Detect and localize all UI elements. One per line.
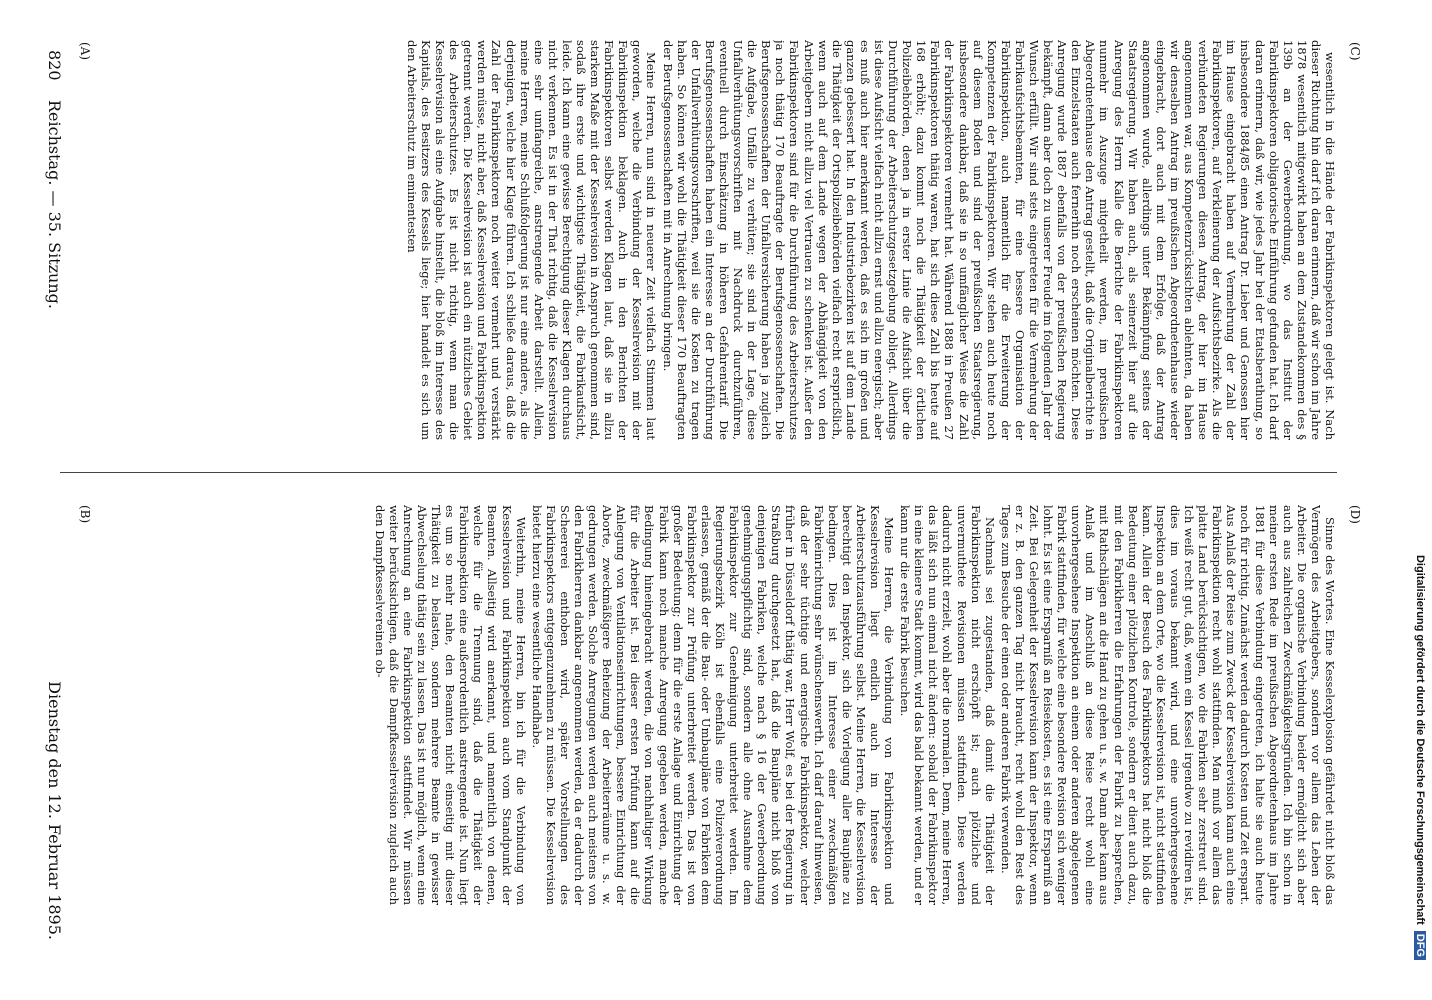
digitization-note [1408,40,1426,960]
paragraph: wesentlich in die Hände der Fabrikinspektoren gelegt ist. Nach dieser Richtung hin darf ich daran erinnern, daß wir schon im Jahre 1878 wesentlich mitgewirkt haben an dem Zustandekommen des § 139b an der Gewerbeordnung, wo das Institut der Fabrikinspektoren obligatorische Einführung gefunden hat. Ich darf daran erinnern, daß wir, wie jedes Jahr bei der Etatsberathung, so insbesondere 1884/85 einen Antrag Dr. Lieber und Genossen hier im Hause eingebracht haben auf Vermehrung der Zahl der Fabrikinspektoren, auf Verkleinerung der Aufsichtsbezirke. Als die verbündeten Regierungen diesen Antrag, der hier im Hause angenommen war, aus Kompetenzrücksichten ablehnten, da haben wir denselben Antrag im preußischen Abgeordnetenhause wieder eingebracht, dort auch mit dem Erfolge, daß der Antrag angenommen wurde, allerdings unter Bekämpfung seitens der Staatsregierung. Wir haben auch, als seinerzeit hier auf die Anregung des Herrn Kalle die Berichte der Fabrikinspektoren nunmehr im Auszuge mitgetheilt werden, im preußischen Abgeordnetenhause den Antrag gestellt, daß die Originalberichte in den Einzelstaaten auch fernerhin noch erscheinen möchten. Diese Anregung wurde 1887 ebenfalls von der preußischen Regierung bekämpft, dann aber doch zu unserer Freude im folgenden Jahr der Wunsch erfüllt. Wir sind stets eingetreten für die Vermehrung der Fabrikaufsichtsbeamten, für eine bessere Organisation der Fabrikinspektion, auch namentlich für die Erweiterung der Kompetenzen der Fabrikinspektoren. Wir stehen auch heute noch auf diesem Boden und sind der preußischen Staatsregierung, insbesondere dankbar, daß sie in so umfänglicher Weise die Zahl der Fabrikinspektoren vermehrt hat. Während 1888 in Preußen 27 Fabrikinspektoren thätig waren, hat sich diese Zahl bis heute auf 168 erhöht; dazu kommt noch die Thätigkeit der örtlichen Polizeibehörden, denen ja in erster Linie die Aufsicht über die Durchführung der Arbeiterschutzgesetzgebung obliegt. Allerdings ist diese Aufsicht vielfach nicht allzu ernst und allzu energisch; aber es muß auch hier anerkannt werden, daß es sich im großen und ganzen gebessert hat. In den Industriebezirken ist auf dem Lande die Thätigkeit der Ortspolizeibehörden vielfach recht erspricßlich, wenn auch auf dem Lande wegen der Abhängigkeit von den Arbeitgebern nicht allzu viel Vertrauen zu schenken ist. Außer den Fabrikinspektoren sind für die Durchführung des Arbeiterschutzes ja noch thätig 170 Beauftragte der Berufsgenossenschaften. Die Berufsgenossenschaften der Unfallversicherung haben ja zugleich die Aufgabe, Unfälle zu verhüten; sie sind in der Lage, diese Unfallverhütungsvorschriften mit Nachdruck durchzuführen, eventuell durch Einschätzung in höheren Gefahrentarif. Die Berufsgenossenschaften haben ein Interesse an der Durchführung der Unfallverhütungsvorschriften, weil sie die Kosten zu tragen haben. So können wir wohl die Thätigkeit dieser 170 Beauftragten der Berufsgenossenschaften mit in Anrechnung bringen. [660,40,1337,440]
paragraph: Meine Herren, die Verbindung von Fabrikinspektion und Kesselrevision liegt endlich auch im Interesse der Arbeiterschutzausführung selbst. Meine Herren, die Kesselrevision berechtigt den Inspektor, sich die Vorlegung aller Baupläne zu bedingen. Dies ist im Interesse einer zweckmäßigen Fabrikeinrichtung sehr wünschenswerth. Ich darf darauf hinweisen, daß der sehr tüchtige und energische Fabrikinspektor, welcher früher in Düsseldorf thätig war, Herr Wolf, es bei der Regierung in Straßburg durchgesetzt hat, daß die Baupläne nicht bloß von denjenigen Fabriken, welche nach § 16 der Gewerbeordnung genehmigungspflichtig sind, sondern alle ohne Ausnahme dem Fabrikinspektor zur Genehmigung unterbreitet werden. Im Regierungsbezirk Köln ist ebenfalls eine Polizeiverordnung erlassen, gemäß der die Bau- oder Umbaupläne von Fabriken dem Fabrikinspektor zur Prüfung unterbreitet werden. Das ist von großer Bedeutung; denn für die erste Anlage und Einrichtung der Fabrik kann noch manche Anregung gegeben werden, manche Bedingung hineingebracht werden, die von nachhaltiger Wirkung für die Arbeiter ist. Bei dieser ersten Prüfung kann auf die Anlegung von Ventilationseinrichtungen, bessere Einrichtung der Aborte, zweckmäßigere Beheizung der Arbeiterräume u. s. w. gedrungen werden. Solche Anregungen werden auch meistens von den Fabrikherren dankbar angenommen werden, da er dadurch der Scheererei enthoben wird, später Vorstellungen des Fabrikinspektors entgegenzunehmen zu müssen. Die Kesselrevision bietet hierzu eine wesentliche Handhabe. [529,505,897,905]
marker-d: (D) [1348,505,1362,524]
paragraph: Sinne des Wortes. Eine Kesselexplosion gefährdet nicht bloß das Vermögen des Arbeitgebers, sondern vor allem das Leben der Arbeiter. Die organische Verbindung beider ermöglicht sich aber auch aus zahlreichen Zweckmäßigkeitsgründen. Ich bin schon in meiner ersten Rede im preußischen Abgeordnetenhaus im Jahre 1881 für diese Verbindung eingetreten, ich halte sie auch heute noch für richtig. Zunächst werden dadurch Kosten und Zeit erspart. Aus Anlaß der Reise zum Zweck der Kesselrevision kann auch eine Fabrikinspektion recht wohl stattfinden. Man muß vor allem das platte Land berücksichtigen, wo die Fabriken sehr zerstreut sind. Ich weiß recht gut, daß, wenn ein Kessel irgendwo zu revidiren ist, dies im voraus bekannt wird, und eine unvorhergesehene Inspektion an dem Orte, wo die Kesselrevision ist, nicht stattfinden kann. Allein der Besuch des Fabrikinspektors hat nicht bloß die Bedeutung einer plötzlichen Kontrole, sondern er dient auch dazu, mit den Fabrikherren die Erfahrungen der Fabrik zu besprechen, mit Rathschlägen an die Hand zu gehen u. s. w. Dann aber kann aus Anlaß und im Anschluß an diese Reise recht wohl eine unvorhergesehene Inspektion an einem oder anderen abgelegenen Fabrik stattfinden, für welche eine besondere Revision sich weniger lohnt. Es ist eine Ersparniß an Reisekosten, es ist eine Ersparniß an Zeit. Bei Gelegenheit der Kesselrevision kann der Inspektor, wenn er z. B. den ganzen Tag nicht braucht, recht wohl den Rest des Tages zum Besuche der einen oder anderen Fabrik verwenden. [998,505,1337,905]
paragraph: Nachmals sei zugestanden, daß damit die Thätigkeit der Fabrikinspektion nicht erschöpft ist; auch plötzliche und unvermuthete Revisionen müssen stattfinden. Diese werden dadurch nicht erzielt, wohl aber die normalen. Denn, meine Herren, das läßt sich nun einmal nicht ändern: sobald der Fabrikinspektor in eine kleinere Stadt kommt, wird das bald bekannt werden, und er kann nur die erste Fabrik besuchen. [898,505,997,905]
marker-b: (B) [78,505,92,524]
column-divider [60,472,1337,473]
header-session: Reichstag. — 35. Sitzung. [45,100,64,309]
page-header [36,40,64,960]
dfg-logo: DFG [1414,931,1426,960]
page-number: 820 [45,50,64,81]
header-date: Dienstag den 12. Februar 1895. [45,681,64,940]
paragraph: Meine Herren, nun sind in neuerer Zeit vielfach Stimmen laut geworden, welche die Verbindung der Kesselrevision mit der Fabrikinspektion beklagen. Auch in den Berichten der Fabrikinspektoren selbst werden Klagen laut, daß sie in allzu starkem Maße mit der Kesselrevision in Anspruch genommen sind, sodaß ihre erste und wichtigste Thätigkeit, die Fabrikaufsicht, leide. Ich kann eine gewisse Berechtigung dieser Klagen durchaus nicht verkennen. Es ist in der That richtig, daß die Kesselrevision eine sehr umfangreiche, anstrengende Arbeit darstellt. Allein, meine Herren, meine Schlußfolgerung ist nur eine andere, als die derjenigen, welche hier Klage führen. Ich schließe daraus, daß die Zahl der Fabrikinspektoren noch weiter vermehrt und verstärkt werden müsse, nicht aber, daß Kesselrevision und Fabrikinspektion getrennt werden. Die Kesselrevision ist auch ein nützliches Gebiet des Arbeiterschutzes. Es ist nicht richtig, wenn man die Kesselrevision als eine Aufgabe hinstellt, die bloß im Interesse des Kapitals, des Besitzers des Kessels liege; hier handelt es sich um den Arbeiterschutz im eminentesten [404,40,659,440]
text-column-right [60,505,1337,905]
marker-a: (A) [78,42,92,61]
text-column-left [60,40,1337,440]
digitization-note-text: Digitalisierung gefördert durch die Deutsche Forschungsgemeinschaft [1414,554,1426,925]
paragraph: Weiterhin, meine Herren, bin ich für die Verbindung von Kesselrevision und Fabrikinspektion auch vom Standpunkt der Beamten. Allseitig wird anerkannt, und namentlich von denen, welche für die Trennung sind, daß die Thätigkeit der Fabrikinspektion eine außerordentlich anstrengende ist. Nun liegt es um so mehr nahe, den Beamten nicht einseitig mit dieser Thätigkeit zu belasten, sondern mehrere Beamte in gewisser Abwechselung thätig sein zu lassen. Das ist nur möglich, wenn eine Anrechnung an eine Fabrikinspektion stattfindet. Wir müssen weiter berücksichtigen, daß die Dampfkesselrevision zugleich auch den Dampfkesselvereinen ob- [372,505,528,905]
marker-c: (C) [1348,42,1362,61]
